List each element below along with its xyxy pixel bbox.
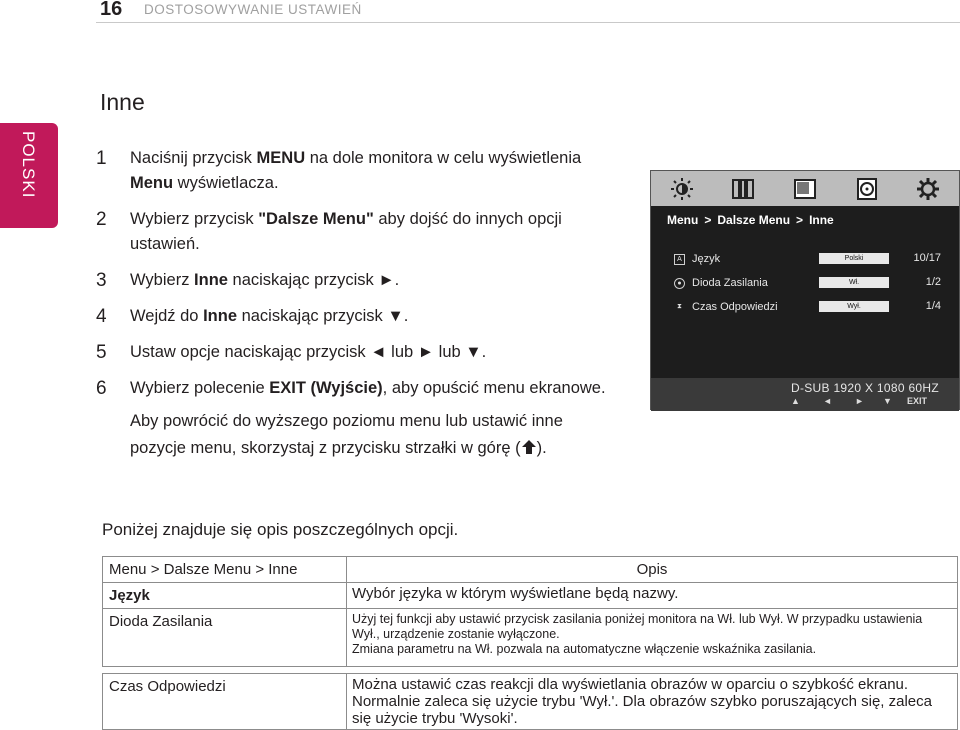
- osd-breadcrumb: [667, 213, 834, 227]
- page-title: Inne: [100, 89, 145, 115]
- table-row: [103, 583, 958, 609]
- step-text-bold: Menu: [130, 174, 174, 192]
- step-number: 2: [96, 209, 107, 230]
- step-text: Wejdź do: [130, 307, 204, 325]
- step-6: [96, 376, 616, 462]
- up-button-icon: ▲: [791, 396, 800, 406]
- power-led-icon: ●: [674, 278, 685, 289]
- option-name: Czas Odpowiedzi: [103, 674, 347, 730]
- osd-breadcrumb-item: Dalsze Menu: [717, 213, 791, 227]
- option-name: [103, 609, 347, 667]
- response-time-icon: ⧗: [677, 303, 682, 310]
- step-text: Wybierz: [130, 271, 195, 289]
- picture-icon: [713, 171, 775, 206]
- step-number: 3: [96, 270, 107, 291]
- step-text: aby dojść do innych opcji ustawień.: [130, 210, 562, 253]
- osd-row-language: [671, 251, 941, 275]
- osd-resolution: D-SUB 1920 X 1080 60HZ: [790, 381, 939, 395]
- osd-row-fraction: 10/17: [913, 252, 941, 264]
- osd-row-value: Polski: [819, 253, 889, 264]
- option-description-line: Zmiana parametru na Wł. pozwala na automatyczne włączenie wskaźnika zasilania.: [352, 642, 817, 656]
- table-row: [103, 609, 958, 667]
- step-text: Naciśnij przycisk: [130, 149, 257, 167]
- step-text: Ustaw opcje naciskając przycisk ◄ lub ► lub ▼.: [130, 343, 487, 361]
- steps-list: [96, 146, 616, 473]
- exit-button-label: EXIT: [907, 396, 928, 406]
- table-header-menu: Menu > Dalsze Menu > Inne: [103, 557, 347, 583]
- brightness-icon: [651, 171, 713, 206]
- language-side-tab: [0, 123, 58, 228]
- osd-row-value: Wł.: [819, 277, 889, 288]
- osd-menu-screenshot: [650, 170, 960, 410]
- step-text: Wybierz przycisk: [130, 210, 259, 228]
- color-icon: [774, 171, 836, 206]
- osd-row-label: Czas Odpowiedzi: [692, 301, 778, 313]
- step-note-text: ).: [536, 439, 547, 457]
- step-text: naciskając przycisk ►.: [227, 271, 400, 289]
- step-text: na dole monitora w celu wyświetlenia: [305, 149, 582, 167]
- breadcrumb-separator: >: [796, 213, 804, 227]
- osd-breadcrumb-item: Inne: [809, 213, 834, 227]
- step-text: wyświetlacza.: [173, 174, 279, 192]
- header-divider: [96, 22, 960, 23]
- step-text: Wybierz polecenie: [130, 379, 270, 397]
- option-description: Wybór języka w którym wyświetlane będą nazwy.: [347, 583, 958, 609]
- table-gap: [103, 667, 958, 674]
- options-table: [102, 556, 958, 730]
- option-description: Można ustawić czas reakcji dla wyświetlania obrazów w oparciu o szybkość ekranu. Normalnie zaleca się użycie trybu 'Wył.'. Dla obrazów szybko poruszających się, zaleca się użycie trybu 'Wysoki'.: [347, 674, 958, 730]
- osd-row-fraction: 1/2: [925, 276, 941, 288]
- settings-gear-icon: [897, 171, 959, 206]
- step-text-bold: Inne: [194, 271, 228, 289]
- step-text-bold: EXIT (Wyjście): [269, 379, 383, 397]
- osd-settings-list: [671, 251, 941, 323]
- disc-icon: [836, 171, 898, 206]
- option-description-line: Użyj tej funkcji aby ustawić przycisk zasilania poniżej monitora na Wł. lub Wył. W przypadku ustawienia Wył., urządzenie zostanie wyłączone.: [352, 612, 923, 641]
- step-text-bold: Inne: [203, 307, 237, 325]
- step-number: 4: [96, 306, 107, 327]
- page-number: 16: [100, 0, 123, 20]
- step-5: [96, 340, 616, 365]
- table-row: [103, 674, 958, 730]
- step-2: [96, 207, 616, 257]
- osd-row-label: Język: [692, 253, 721, 265]
- language-side-tab-label: POLSKI: [19, 131, 38, 199]
- step-number: 6: [96, 378, 107, 399]
- breadcrumb-separator: >: [704, 213, 712, 227]
- option-name: Język: [103, 583, 347, 609]
- step-3: [96, 268, 616, 293]
- option-description: [347, 609, 958, 667]
- table-header-row: [103, 557, 958, 583]
- osd-row-value: Wył.: [819, 301, 889, 312]
- down-button-icon: ▼: [883, 396, 892, 406]
- osd-row-label: Dioda Zasilania: [692, 277, 768, 289]
- step-text: naciskając przycisk ▼.: [237, 307, 409, 325]
- osd-button-hints: [791, 396, 960, 410]
- step-4: [96, 304, 616, 329]
- table-header-description: Opis: [347, 557, 958, 583]
- step-number: 1: [96, 148, 107, 169]
- section-title: DOSTOSOWYWANIE USTAWIEŃ: [144, 2, 362, 17]
- right-button-icon: ►: [855, 396, 864, 406]
- step-text-bold: MENU: [256, 149, 306, 167]
- step-6-note: [130, 408, 616, 462]
- step-number: 5: [96, 342, 107, 363]
- osd-breadcrumb-item: Menu: [667, 213, 699, 227]
- osd-tab-bar: [651, 171, 959, 206]
- step-text: , aby opuścić menu ekranowe.: [382, 379, 606, 397]
- options-description: Poniżej znajduje się opis poszczególnych opcji.: [102, 520, 459, 539]
- step-1: [96, 146, 616, 196]
- option-name-text: Dioda Zasilania: [109, 613, 213, 630]
- step-note-text: Aby powrócić do wyższego poziomu menu lub ustawić inne pozycje menu, skorzystaj z przycisku strzałki w górę (: [130, 412, 563, 457]
- osd-row-response-time: [671, 299, 941, 323]
- osd-status-bar: [651, 378, 959, 411]
- language-icon: A: [674, 254, 685, 265]
- up-arrow-icon: [521, 439, 537, 455]
- left-button-icon: ◄: [823, 396, 832, 406]
- osd-row-power-led: [671, 275, 941, 299]
- step-text-bold: "Dalsze Menu": [258, 210, 374, 228]
- osd-row-fraction: 1/4: [925, 300, 941, 312]
